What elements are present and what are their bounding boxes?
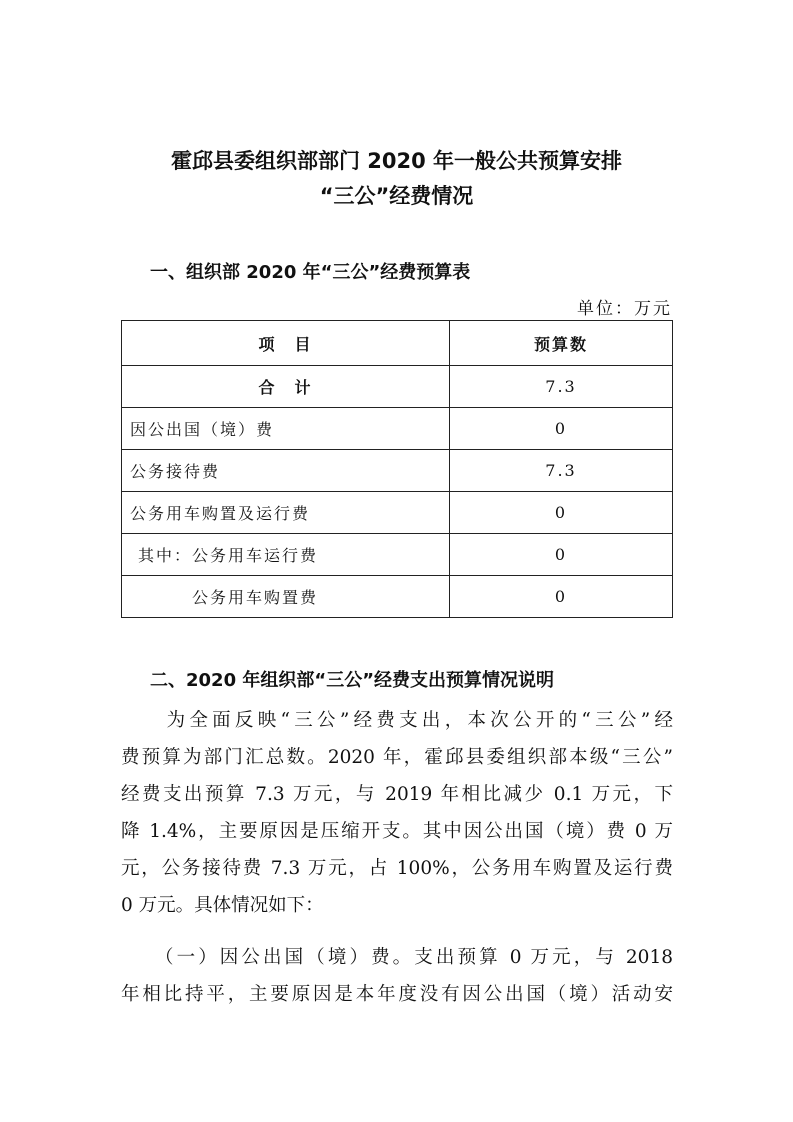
row-item: 公务用车购置费 bbox=[122, 576, 450, 618]
table-row bbox=[122, 450, 673, 492]
row-value: 0 bbox=[450, 576, 673, 618]
paragraph-line: （一）因公出国（境）费。支出预算 0 万元，与 2018 bbox=[121, 947, 673, 968]
header-item: 项 目 bbox=[122, 321, 450, 366]
paragraph-line: 费预算为部门汇总数。2020 年，霍邱县委组织部本级“三公” bbox=[121, 747, 673, 768]
table-row bbox=[122, 492, 673, 534]
row-item: 公务用车购置及运行费 bbox=[122, 492, 450, 534]
table-header-row bbox=[122, 321, 673, 366]
paragraph-line: 年相比持平，主要原因是本年度没有因公出国（境）活动安 bbox=[121, 984, 673, 1005]
row-item: 因公出国（境）费 bbox=[122, 408, 450, 450]
row-value: 7.3 bbox=[450, 366, 673, 408]
row-item: 公务接待费 bbox=[122, 450, 450, 492]
row-value: 7.3 bbox=[450, 450, 673, 492]
table-row bbox=[122, 408, 673, 450]
budget-table bbox=[121, 320, 673, 618]
paragraph-line: 降 1.4%，主要原因是压缩开支。其中因公出国（境）费 0 万 bbox=[121, 821, 673, 842]
doc-title-line1: 霍邱县委组织部部门 2020 年一般公共预算安排 bbox=[170, 149, 623, 173]
paragraph-line: 经费支出预算 7.3 万元，与 2019 年相比减少 0.1 万元，下 bbox=[121, 784, 673, 805]
paragraph-line: 元，公务接待费 7.3 万元，占 100%，公务用车购置及运行费 bbox=[121, 858, 673, 879]
paragraph-line: 为全面反映“三公”经费支出，本次公开的“三公”经 bbox=[121, 710, 673, 731]
row-value: 0 bbox=[450, 408, 673, 450]
row-value: 0 bbox=[450, 534, 673, 576]
paragraph-line: 0 万元。具体情况如下： bbox=[121, 895, 324, 916]
section2-heading: 二、2020 年组织部“三公”经费支出预算情况说明 bbox=[150, 670, 555, 691]
table-row bbox=[122, 534, 673, 576]
doc-title-line2: “三公”经费情况 bbox=[319, 184, 474, 208]
row-item: 合 计 bbox=[122, 366, 450, 408]
row-item: 其中：公务用车运行费 bbox=[122, 534, 450, 576]
row-value: 0 bbox=[450, 492, 673, 534]
section1-heading: 一、组织部 2020 年“三公”经费预算表 bbox=[150, 262, 471, 283]
unit-label: 单位：万元 bbox=[577, 299, 672, 319]
table-row bbox=[122, 366, 673, 408]
header-value: 预算数 bbox=[450, 321, 673, 366]
table-row bbox=[122, 576, 673, 618]
